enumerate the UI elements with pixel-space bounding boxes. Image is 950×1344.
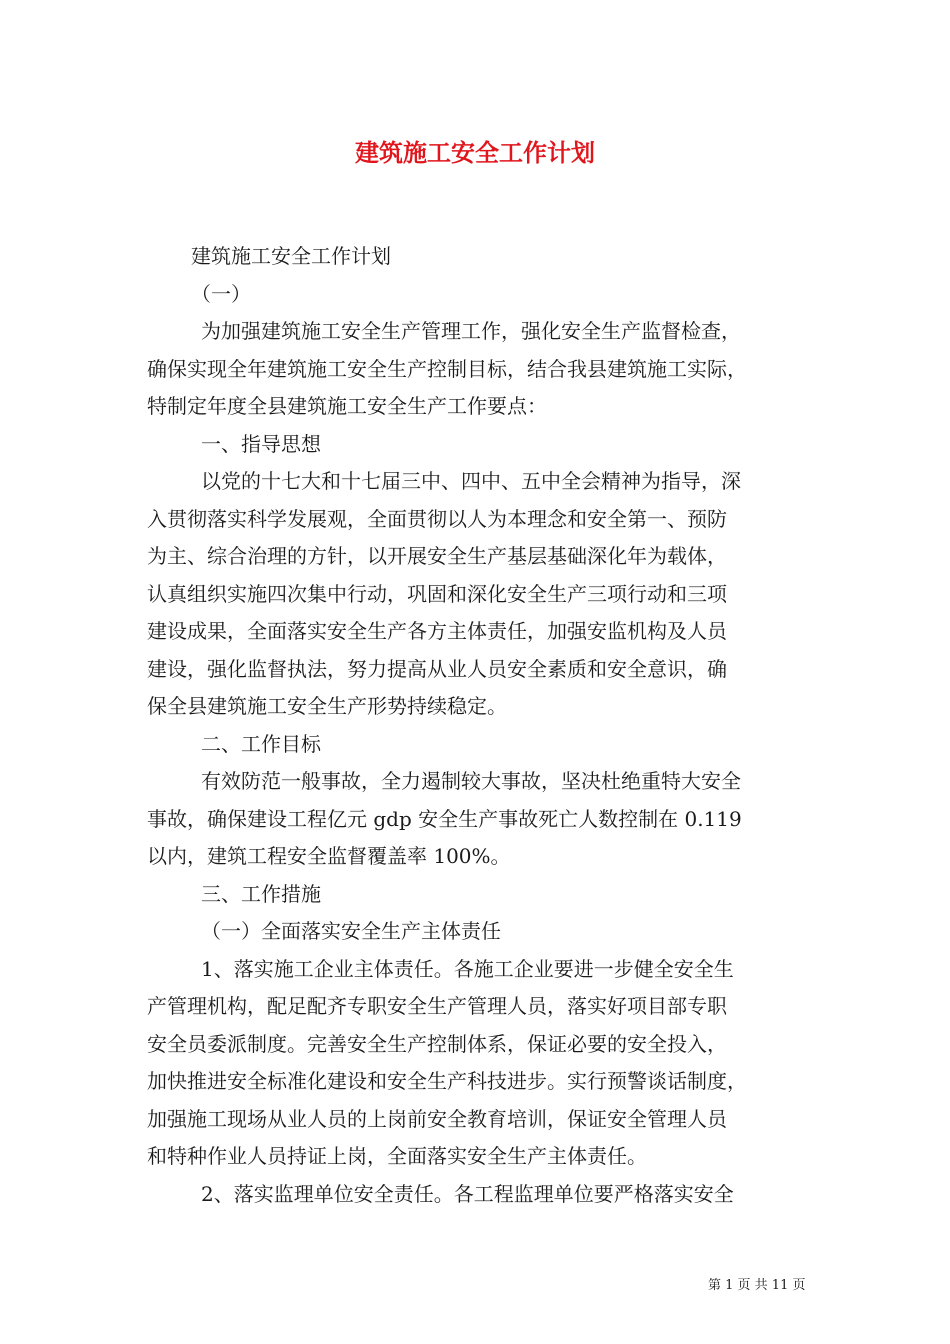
text-line: 建筑施工安全工作计划 (191, 244, 391, 268)
text-line: 和特种作业人员持证上岗，全面落实安全生产主体责任。 (147, 1144, 647, 1168)
text-line: 加强施工现场从业人员的上岗前安全教育培训，保证安全管理人员 (147, 1106, 727, 1131)
document-title: 建筑施工安全工作计划 (355, 139, 595, 167)
text-line: 以内，建筑工程安全监督覆盖率 100%。 (147, 844, 511, 868)
text-line: 有效防范一般事故，全力遏制较大事故，坚决杜绝重特大安全 (201, 769, 741, 793)
text-line: （一） (191, 281, 251, 306)
text-line: 产管理机构，配足配齐专职安全生产管理人员，落实好项目部专职 (147, 994, 727, 1018)
text-line: 确保实现全年建筑施工安全生产控制目标，结合我县建筑施工实际， (147, 356, 747, 381)
text-line: （一）全面落实安全生产主体责任 (201, 919, 501, 943)
text-line: 认真组织实施四次集中行动，巩固和深化安全生产三项行动和三项 (147, 581, 727, 606)
text-line: 建设，强化监督执法，努力提高从业人员安全素质和安全意识，确 (147, 656, 727, 681)
text-line: 一、指导思想 (201, 431, 321, 456)
text-line: 二、工作目标 (201, 731, 321, 756)
text-line: 入贯彻落实科学发展观，全面贯彻以人为本理念和安全第一、预防 (147, 506, 727, 531)
text-line: 2、落实监理单位安全责任。各工程监理单位要严格落实安全 (201, 1181, 734, 1206)
page-footer: 第 1 页 共 11 页 (708, 1278, 806, 1293)
document-body (147, 238, 815, 1213)
text-line: 1、落实施工企业主体责任。各施工企业要进一步健全安全生 (201, 956, 734, 981)
text-line: 安全员委派制度。完善安全生产控制体系，保证必要的安全投入， (147, 1031, 727, 1056)
text-line: 特制定年度全县建筑施工安全生产工作要点： (147, 394, 547, 418)
text-line: 为主、综合治理的方针，以开展安全生产基层基础深化年为载体， (147, 544, 727, 568)
text-line: 三、工作措施 (201, 881, 321, 906)
text-line: 加快推进安全标准化建设和安全生产科技进步。实行预警谈话制度， (147, 1069, 747, 1093)
text-line: 以党的十七大和十七届三中、四中、五中全会精神为指导，深 (201, 469, 741, 493)
text-line: 建设成果，全面落实安全生产各方主体责任，加强安监机构及人员 (147, 619, 727, 643)
text-line: 事故，确保建设工程亿元 gdp 安全生产事故死亡人数控制在 0.119 (147, 806, 742, 831)
text-line: 保全县建筑施工安全生产形势持续稳定。 (147, 694, 507, 718)
text-line: 为加强建筑施工安全生产管理工作，强化安全生产监督检查， (201, 319, 741, 343)
